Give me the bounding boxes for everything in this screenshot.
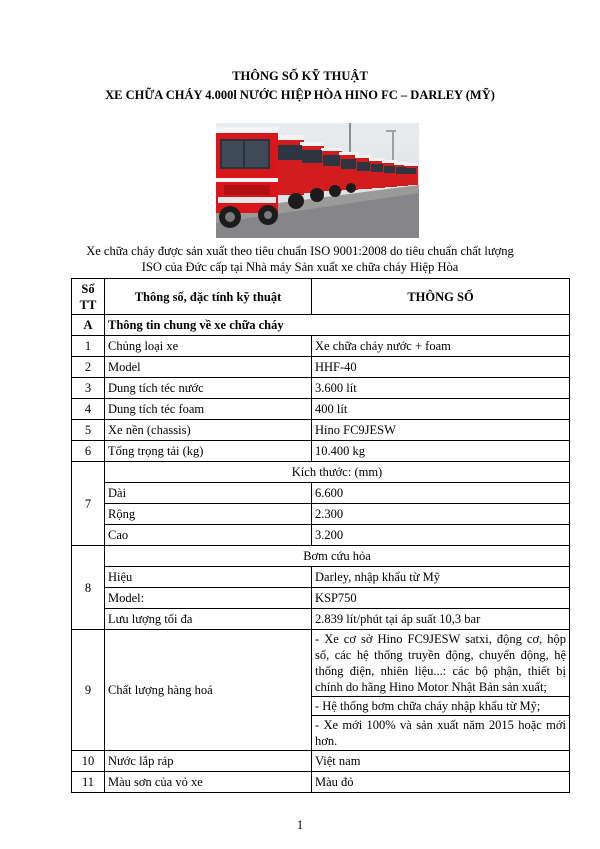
doc-subtitle: XE CHỮA CHÁY 4.000l NƯỚC HIỆP HÒA HINO FC – DARLEY (MỸ) [105, 88, 495, 102]
row-spec: Tổng trọng tải (kg) [105, 441, 312, 462]
group-7-heading-row [72, 462, 570, 483]
row-value: 3.200 [312, 525, 570, 546]
table-row [72, 504, 570, 525]
caption-line-2: ISO của Đức cấp tại Nhà máy Sản xuất xe chữa cháy Hiệp Hòa [141, 260, 459, 274]
row-spec: Xe nền (chassis) [105, 420, 312, 441]
group-7-heading: Kích thước: (mm) [105, 462, 570, 483]
row-9-spec: Chất lượng hàng hoá [105, 630, 312, 751]
row-no: 11 [72, 772, 105, 793]
table-row [72, 751, 570, 772]
table-row [72, 609, 570, 630]
row-spec: Lưu lượng tối đa [105, 609, 312, 630]
fire-truck-photo [216, 123, 419, 238]
row-no: 5 [72, 420, 105, 441]
table-row [72, 441, 570, 462]
group-8-no: 8 [72, 546, 105, 630]
row-spec: Dung tích téc foam [105, 399, 312, 420]
group-8-heading-row [72, 546, 570, 567]
row-9 [72, 630, 570, 751]
row-no: 10 [72, 751, 105, 772]
row-9-value [312, 630, 570, 751]
row-no: 1 [72, 336, 105, 357]
row-no: 4 [72, 399, 105, 420]
row-spec: Rộng [105, 504, 312, 525]
header-spec: Thông số, đặc tính kỹ thuật [105, 279, 312, 315]
row-spec: Model [105, 357, 312, 378]
table-row [72, 420, 570, 441]
section-a-no: A [72, 315, 105, 336]
row-value: Xe chữa cháy nước + foam [312, 336, 570, 357]
row-value: HHF-40 [312, 357, 570, 378]
row-9-line-1: - Xe cơ sở Hino FC9JESW satxi, động cơ, hộp số, các hệ thống truyền động, chuyển động, hệ thống điện, nhiên liệu...: các bộ phận, thiết bị chính do hãng Hino Motor Nhật Bản sản xuất; [312, 630, 569, 697]
row-spec: Màu sơn của vỏ xe [105, 772, 312, 793]
row-value: 400 lít [312, 399, 570, 420]
row-spec: Dài [105, 483, 312, 504]
row-9-line-2: - Hệ thống bơm chữa cháy nhập khẩu từ Mỹ; [312, 697, 569, 716]
table-header-row [72, 279, 570, 315]
row-value: Hino FC9JESW [312, 420, 570, 441]
row-spec: Cao [105, 525, 312, 546]
row-value: Darley, nhập khẩu từ Mỹ [312, 567, 570, 588]
header-value: THÔNG SỐ [312, 279, 570, 315]
row-spec: Hiệu [105, 567, 312, 588]
row-value: 2.839 lít/phút tại áp suất 10,3 bar [312, 609, 570, 630]
row-spec: Chủng loại xe [105, 336, 312, 357]
row-spec: Nước lắp ráp [105, 751, 312, 772]
row-9-line-3: - Xe mới 100% và sản xuất năm 2015 hoặc mới hơn. [315, 718, 566, 748]
page-number: 1 [296, 818, 304, 832]
row-no: 2 [72, 357, 105, 378]
table-row [72, 525, 570, 546]
row-value: 3.600 lít [312, 378, 570, 399]
spec-table [71, 278, 570, 793]
doc-title: THÔNG SỐ KỸ THUẬT [232, 69, 368, 83]
group-7-no: 7 [72, 462, 105, 546]
row-value: KSP750 [312, 588, 570, 609]
row-no: 3 [72, 378, 105, 399]
section-a-row [72, 315, 570, 336]
table-row [72, 588, 570, 609]
table-row [72, 357, 570, 378]
row-9-no: 9 [72, 630, 105, 751]
table-row [72, 567, 570, 588]
table-row [72, 399, 570, 420]
table-row [72, 772, 570, 793]
fire-truck-row-image [216, 123, 419, 238]
row-value: 10.400 kg [312, 441, 570, 462]
caption-line-1: Xe chữa cháy được sản xuất theo tiêu chuẩn ISO 9001:2008 do tiêu chuẩn chất lượng [86, 244, 514, 258]
table-row [72, 336, 570, 357]
table-row [72, 378, 570, 399]
row-value: 2.300 [312, 504, 570, 525]
row-value: Việt nam [312, 751, 570, 772]
row-no: 6 [72, 441, 105, 462]
row-spec: Dung tích téc nước [105, 378, 312, 399]
section-a-label: Thông tin chung về xe chữa cháy [105, 315, 570, 336]
row-value: Màu đỏ [312, 772, 570, 793]
group-8-heading: Bơm cứu hỏa [105, 546, 570, 567]
row-spec: Model: [105, 588, 312, 609]
header-no: Số TT [72, 279, 105, 315]
row-value: 6.600 [312, 483, 570, 504]
table-row [72, 483, 570, 504]
